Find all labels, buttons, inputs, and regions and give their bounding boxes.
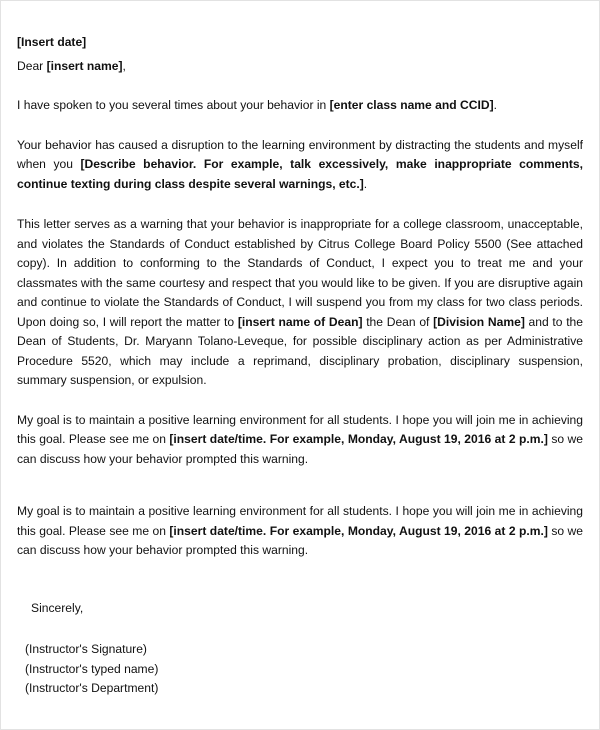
p5-text-after: so we can discuss how your behavior prompted this warning. [17,523,583,557]
document-body [17,1,583,699]
paragraph-behavior-description [17,136,583,195]
paragraph-warning-policy [17,215,583,391]
p3-dean-name-placeholder: [insert name of Dean] [237,314,363,329]
date-line [17,33,583,53]
paragraph-meeting-request-first [17,411,583,470]
p3-text-after: and to the Dean of Students, Dr. Maryann Tolano-Leveque, for possible disciplinary action as per Administrative Procedure 5520, which may include a reprimand, disciplinary probation, disciplinary suspension, summary suspension, or expulsion. [17,314,584,387]
p3-text-before: This letter serves as a warning that your behavior is inappropriate for a college classroom, unacceptable, and violates the Standards of Conduct established by Citrus College Board Policy 5500 (See attached copy). In addition to conforming to the Standards of Conduct, I expect you to treat me and your classmates with the same courtesy and respect that you would like to be given. If you are disruptive again and continue to violate the Standards of Conduct, I will suspend you from my class for two class periods. Upon doing so, I will report the matter to [17,217,583,329]
paragraph-class-reference [17,96,583,116]
p5-datetime-placeholder: [insert date/time. For example, Monday, August 19, 2016 at 2 p.m.] [169,523,548,538]
p1-class-placeholder: [enter class name and CCID] [329,98,494,112]
paragraph-meeting-request-second [17,502,583,561]
salutation-prefix: Dear [17,58,47,73]
closing-salutation: Sincerely, [31,600,84,615]
signature-line-typed-name: (Instructor's typed name) [25,661,159,676]
p2-text-before: Your behavior has caused a disruption to the learning environment by distracting the students and myself when you [17,137,583,171]
signature-line-signature: (Instructor's Signature) [25,642,147,656]
p3-division-name-placeholder: [Division Name] [433,314,525,329]
signature-line-department: (Instructor's Department) [25,681,159,695]
signature-block [25,640,583,699]
p4-text-after: so we can discuss how your behavior prompted this warning. [17,432,583,466]
date-placeholder: [Insert date] [17,35,87,49]
p1-text-before: I have spoken to you several times about your behavior in [17,98,330,112]
salutation-line [17,57,583,77]
p4-text-before: My goal is to maintain a positive learning environment for all students. I hope you will join me in achieving this goal. Please see me on [17,412,583,446]
p4-datetime-placeholder: [insert date/time. For example, Monday, August 19, 2016 at 2 p.m.] [169,432,548,446]
salutation-suffix: , [122,58,126,73]
p2-behavior-placeholder: [Describe behavior. For example, talk excessively, make inappropriate comments, continue texting during class despite several warnings, etc.] [17,157,583,191]
p1-text-after: . [493,98,497,112]
p5-text-before: My goal is to maintain a positive learning environment for all students. I hope you will join me in achieving this goal. Please see me on [17,504,583,538]
p2-text-after: . [363,176,368,191]
recipient-name-placeholder: [insert name] [46,58,123,73]
p3-text-middle: the Dean of [362,314,434,329]
